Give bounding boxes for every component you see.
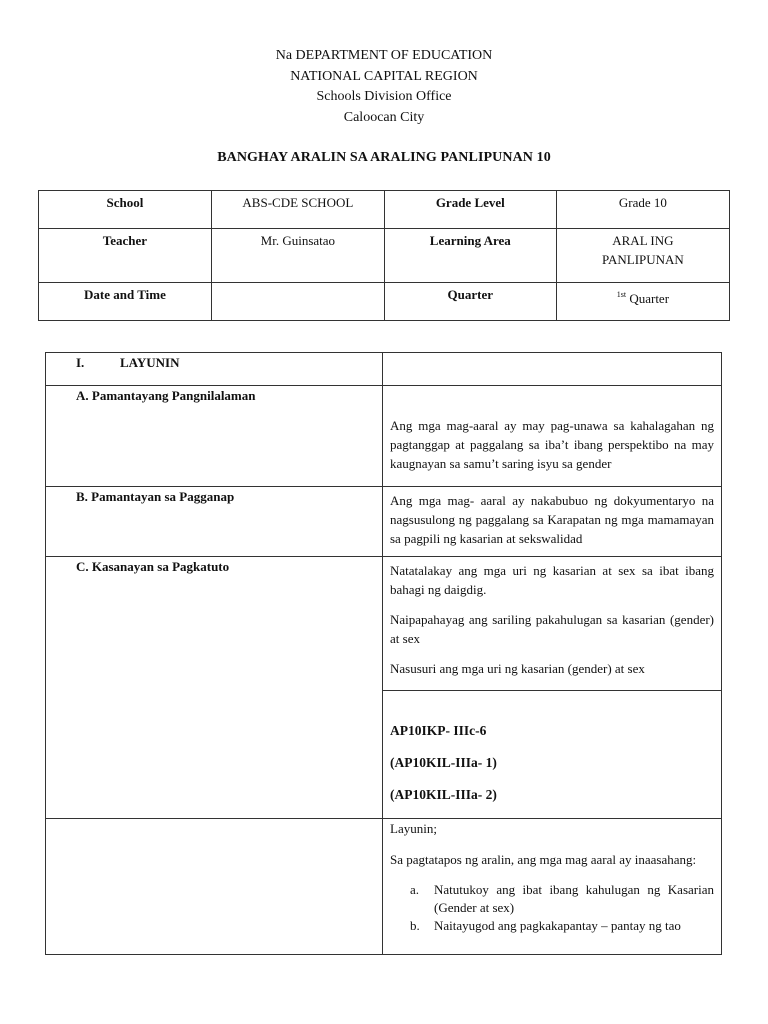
learning-area-value-line1: ARAL ING	[612, 233, 674, 248]
quarter-ordinal: 1st	[616, 290, 627, 299]
section-layunin-empty	[383, 353, 722, 386]
info-row-date	[39, 283, 730, 321]
row-layunin	[46, 353, 722, 386]
kasanayan-sa-pagkatuto-label: C. Kasanayan sa Pagkatuto	[46, 557, 383, 819]
objective-text-b: Naitayugod ang pagkakapantay – pantay ng tao	[434, 918, 681, 933]
pamantayang-pangnilalaman-text	[383, 386, 722, 487]
competency-codes	[383, 691, 722, 819]
quarter-word: Quarter	[626, 291, 670, 306]
learning-area-value-line2: PANLIPUNAN	[601, 252, 684, 267]
objectives-left-empty	[46, 819, 383, 955]
header-city: Caloocan City	[343, 109, 425, 125]
row-pamantayan-sa-pagganap	[46, 487, 722, 557]
objective-item-b	[410, 917, 714, 935]
competency-1: Natatalakay ang mga uri ng kasarian at sex sa ibat ibang bahagi ng daigdig.	[390, 563, 714, 597]
teacher-value: Mr. Guinsatao	[211, 229, 384, 283]
objective-marker-b: b.	[410, 918, 420, 933]
info-row-school	[39, 191, 730, 229]
objective-marker-a: a.	[410, 882, 420, 897]
section-title: LAYUNIN	[120, 355, 180, 370]
learning-area-value	[556, 229, 729, 283]
info-row-teacher	[39, 229, 730, 283]
quarter-value	[556, 283, 729, 321]
objectives-list	[390, 881, 714, 935]
pamantayang-pangnilalaman-label: A. Pamantayang Pangnilalaman	[46, 386, 383, 487]
competency-code-3: (AP10KIL-IIIa- 2)	[390, 787, 497, 802]
info-table	[38, 190, 730, 321]
pamantayan-sa-pagganap-label: B. Pamantayan sa Pagganap	[46, 487, 383, 557]
pamantayan-sa-pagganap-paragraph: Ang mga mag- aaral ay nakabubuo ng dokyumentaryo na nagsusulong ng paggalang sa Karapatan ng mga mamamayan sa pagpili ng kasarian at sekswalidad	[390, 493, 714, 546]
header-department: Na DEPARTMENT OF EDUCATION	[275, 48, 493, 63]
pamantayang-pangnilalaman-paragraph: Ang mga mag-aaral ay may pag-unawa sa kahalagahan ng pagtanggap at paggalang sa iba’t ibang perspektibo na may kaugnayan sa samu’t saring isyu sa gender	[390, 418, 714, 471]
header-region: NATIONAL CAPITAL REGION	[290, 68, 478, 84]
objectives-heading: Layunin;	[390, 821, 437, 836]
row-kasanayan-sa-pagkatuto	[46, 557, 722, 691]
school-value: ABS-CDE SCHOOL	[211, 191, 384, 229]
header-division: Schools Division Office	[316, 89, 452, 104]
objectives-intro: Sa pagtatapos ng aralin, ang mga mag aaral ay inaasahang:	[390, 852, 697, 867]
competency-2: Naipapahayag ang sariling pakahulugan sa kasarian (gender) at sex	[390, 612, 714, 646]
learning-area-label: Learning Area	[384, 229, 556, 283]
objective-text-a: Natutukoy ang ibat ibang kahulugan ng Kasarian (Gender at sex)	[434, 882, 714, 915]
lesson-plan-table	[45, 352, 722, 955]
competency-code-1: AP10IKP- IIIc-6	[390, 723, 487, 738]
quarter-label: Quarter	[384, 283, 556, 321]
date-time-value	[211, 283, 384, 321]
grade-level-label: Grade Level	[384, 191, 556, 229]
grade-level-value: Grade 10	[556, 191, 729, 229]
teacher-label: Teacher	[39, 229, 212, 283]
section-number: I.	[76, 355, 85, 370]
competency-code-2: (AP10KIL-IIIa- 1)	[390, 755, 497, 770]
objectives-cell	[383, 819, 722, 955]
date-time-label: Date and Time	[39, 283, 212, 321]
objective-item-a	[410, 881, 714, 917]
pamantayan-sa-pagganap-text	[383, 487, 722, 557]
section-layunin-heading	[46, 353, 383, 386]
kasanayan-competencies	[383, 557, 722, 691]
document-title: BANGHAY ARALIN SA ARALING PANLIPUNAN 10	[217, 150, 551, 165]
document-header	[0, 46, 768, 128]
row-pamantayang-pangnilalaman	[46, 386, 722, 487]
row-layunin-objectives	[46, 819, 722, 955]
competency-3: Nasusuri ang mga uri ng kasarian (gender) at sex	[390, 661, 645, 676]
school-label: School	[39, 191, 212, 229]
